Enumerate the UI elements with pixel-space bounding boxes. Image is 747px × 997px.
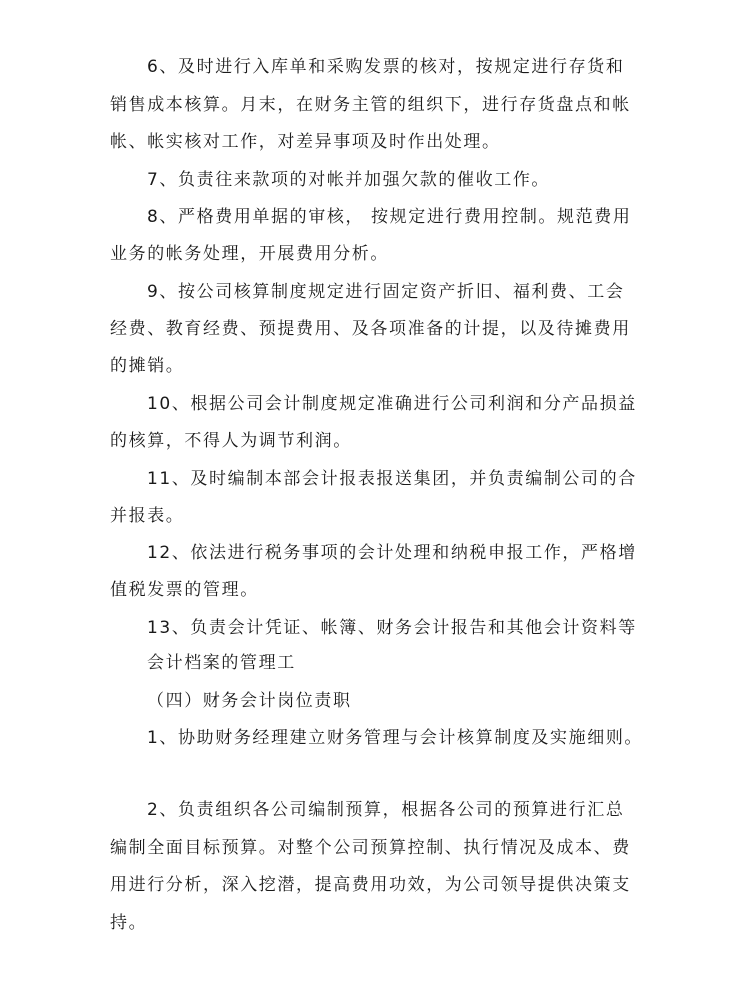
- text-line: 的摊销。: [110, 356, 185, 376]
- text-line: 编制全面目标预算。对整个公司预算控制、执行情况及成本、费: [110, 838, 631, 858]
- text-line: 6、及时进行入库单和采购发票的核对，按规定进行存货和: [147, 57, 625, 77]
- text-line: 11、及时编制本部会计报表报送集团，并负责编制公司的合: [147, 469, 637, 489]
- text-line: 的核算，不得人为调节利润。: [110, 431, 352, 451]
- text-line: 帐、帐实核对工作，对差异事项及时作出处理。: [110, 132, 501, 152]
- text-line: 1、协助财务经理建立财务管理与会计核算制度及实施细则。: [147, 728, 644, 748]
- text-line: 7、负责往来款项的对帐并加强欠款的催收工作。: [147, 170, 551, 190]
- text-line: 会计档案的管理工: [147, 653, 296, 673]
- text-line: 12、依法进行税务事项的会计处理和纳税申报工作，严格增: [147, 543, 637, 563]
- text-line: 值税发票的管理。: [110, 580, 259, 600]
- section-heading: （四）财务会计岗位责职: [147, 691, 352, 711]
- text-line: 8、严格费用单据的审核， 按规定进行费用控制。规范费用: [147, 207, 632, 227]
- text-line: 13、负责会计凭证、帐簿、财务会计报告和其他会计资料等: [147, 618, 637, 638]
- text-line: 持。: [110, 913, 148, 933]
- text-line: 销售成本核算。月末，在财务主管的组织下，进行存货盘点和帐: [110, 95, 631, 115]
- text-line: 业务的帐务处理，开展费用分析。: [110, 244, 389, 264]
- text-line: 经费、教育经费、预提费用、及各项准备的计提，以及待摊费用: [110, 319, 631, 339]
- text-line: 2、负责组织各公司编制预算，根据各公司的预算进行汇总: [147, 800, 625, 820]
- text-line: 9、按公司核算制度规定进行固定资产折旧、福利费、工会: [147, 282, 625, 302]
- text-line: 用进行分析，深入挖潜，提高费用功效，为公司领导提供决策支: [110, 875, 631, 895]
- text-line: 10、根据公司会计制度规定准确进行公司利润和分产品损益: [147, 394, 637, 414]
- text-line: 并报表。: [110, 506, 185, 526]
